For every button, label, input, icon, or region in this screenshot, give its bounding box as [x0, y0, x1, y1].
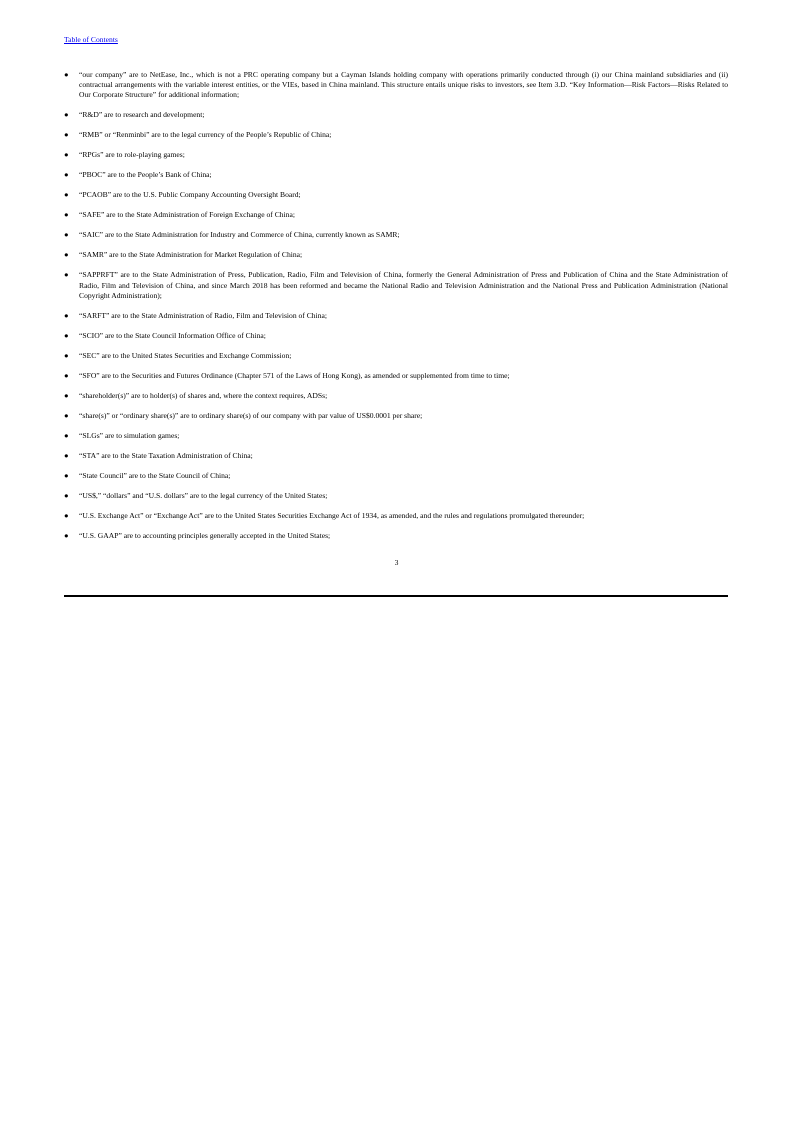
bullet-icon: ● — [64, 410, 69, 420]
definition-text: “RPGs” are to role-playing games; — [79, 150, 185, 160]
bullet-icon: ● — [64, 390, 69, 400]
definition-text: “State Council” are to the State Council of China; — [79, 470, 231, 480]
definition-item — [64, 230, 728, 240]
bullet-icon: ● — [64, 350, 69, 360]
definition-text: “R&D” are to research and development; — [79, 110, 205, 120]
definition-text: “SCIO” are to the State Council Information Office of China; — [79, 330, 266, 340]
definition-text: “shareholder(s)” are to holder(s) of shares and, where the context requires, ADSs; — [79, 390, 328, 400]
definition-item — [64, 250, 728, 260]
bullet-icon: ● — [64, 510, 69, 520]
definition-item — [64, 451, 728, 461]
definition-item — [64, 331, 728, 341]
definition-item — [64, 311, 728, 321]
bullet-icon: ● — [64, 190, 69, 200]
definition-item — [64, 190, 728, 200]
definition-text: “SLGs” are to simulation games; — [79, 430, 180, 440]
bullet-icon: ● — [64, 110, 69, 120]
definition-text: “SAMR” are to the State Administration for Market Regulation of China; — [79, 250, 303, 260]
bullet-icon: ● — [64, 370, 69, 380]
definition-item — [64, 431, 728, 441]
definition-item — [64, 351, 728, 361]
bullet-icon: ● — [64, 430, 69, 440]
definition-text: “STA” are to the State Taxation Administration of China; — [79, 450, 253, 460]
definition-item — [64, 471, 728, 481]
bullet-icon: ● — [64, 310, 69, 320]
definition-text: “our company” are to NetEase, Inc., which is not a PRC operating company but a Cayman Islands holding company with operations primarily conducted through (i) our China mainland subsidiaries and (ii) contractual arrangements with the variable interest entities, or the VIEs, based in China mainland. This structure entails unique risks to investors, see Item 3.D. “Key Information—Risk Factors—Risks Related to Our Corporate Structure” for additional information; — [79, 70, 728, 100]
definition-item — [64, 210, 728, 220]
bullet-icon: ● — [64, 150, 69, 160]
definition-item — [64, 411, 728, 421]
definition-text: “US$,” “dollars” and “U.S. dollars” are to the legal currency of the United States; — [79, 490, 328, 500]
definition-item — [64, 270, 728, 301]
definition-item — [64, 371, 728, 381]
bullet-icon: ● — [64, 170, 69, 180]
bullet-icon: ● — [64, 270, 69, 280]
definition-item — [64, 511, 728, 521]
definition-item — [64, 110, 728, 120]
page-separator-rule — [64, 595, 728, 597]
definition-text: “PCAOB” are to the U.S. Public Company Accounting Oversight Board; — [79, 190, 301, 200]
definition-item — [64, 150, 728, 160]
definition-text: “SAPPRFT” are to the State Administration of Press, Publication, Radio, Film and Television of China, formerly the General Administration of Press and Publication of China and the State Administration of Radio, Film and Television of China, and since March 2018 has been reformed and became the National Radio and Television Administration and the National Press and Publication Administration (National Copyright Administration); — [79, 270, 728, 300]
definition-text: “RMB” or “Renminbi” are to the legal currency of the People’s Republic of China; — [79, 130, 332, 140]
definition-text: “SAIC” are to the State Administration for Industry and Commerce of China, currently known as SAMR; — [79, 230, 400, 240]
definition-text: “SARFT” are to the State Administration of Radio, Film and Television of China; — [79, 310, 327, 320]
bullet-icon: ● — [64, 130, 69, 140]
definition-text: “U.S. Exchange Act” or “Exchange Act” are to the United States Securities Exchange Act of 1934, as amended, and the rules and regulations promulgated thereunder; — [79, 510, 585, 520]
definition-item — [64, 130, 728, 140]
definition-text: “PBOC” are to the People’s Bank of China; — [79, 170, 212, 180]
definition-text: “SFO” are to the Securities and Futures Ordinance (Chapter 571 of the Laws of Hong Kong), as amended or supplemented from time to time; — [79, 370, 510, 380]
definition-item — [64, 531, 728, 541]
definition-text: “SAFE” are to the State Administration of Foreign Exchange of China; — [79, 210, 295, 220]
page-number: 3 — [394, 558, 399, 567]
bullet-icon: ● — [64, 450, 69, 460]
definition-item — [64, 491, 728, 501]
definition-item — [64, 391, 728, 401]
bullet-icon: ● — [64, 530, 69, 540]
definition-text: “U.S. GAAP” are to accounting principles generally accepted in the United States; — [79, 530, 331, 540]
definitions-list — [64, 70, 728, 551]
bullet-icon: ● — [64, 210, 69, 220]
bullet-icon: ● — [64, 330, 69, 340]
definition-item — [64, 70, 728, 101]
bullet-icon: ● — [64, 230, 69, 240]
bullet-icon: ● — [64, 490, 69, 500]
bullet-icon: ● — [64, 470, 69, 480]
definition-text: “SEC” are to the United States Securities and Exchange Commission; — [79, 350, 292, 360]
table-of-contents-link[interactable]: Table of Contents — [64, 35, 118, 44]
bullet-icon: ● — [64, 250, 69, 260]
definition-item — [64, 170, 728, 180]
bullet-icon: ● — [64, 70, 69, 79]
definition-text: “share(s)” or “ordinary share(s)” are to ordinary share(s) of our company with par value of US$0.0001 per share; — [79, 410, 423, 420]
